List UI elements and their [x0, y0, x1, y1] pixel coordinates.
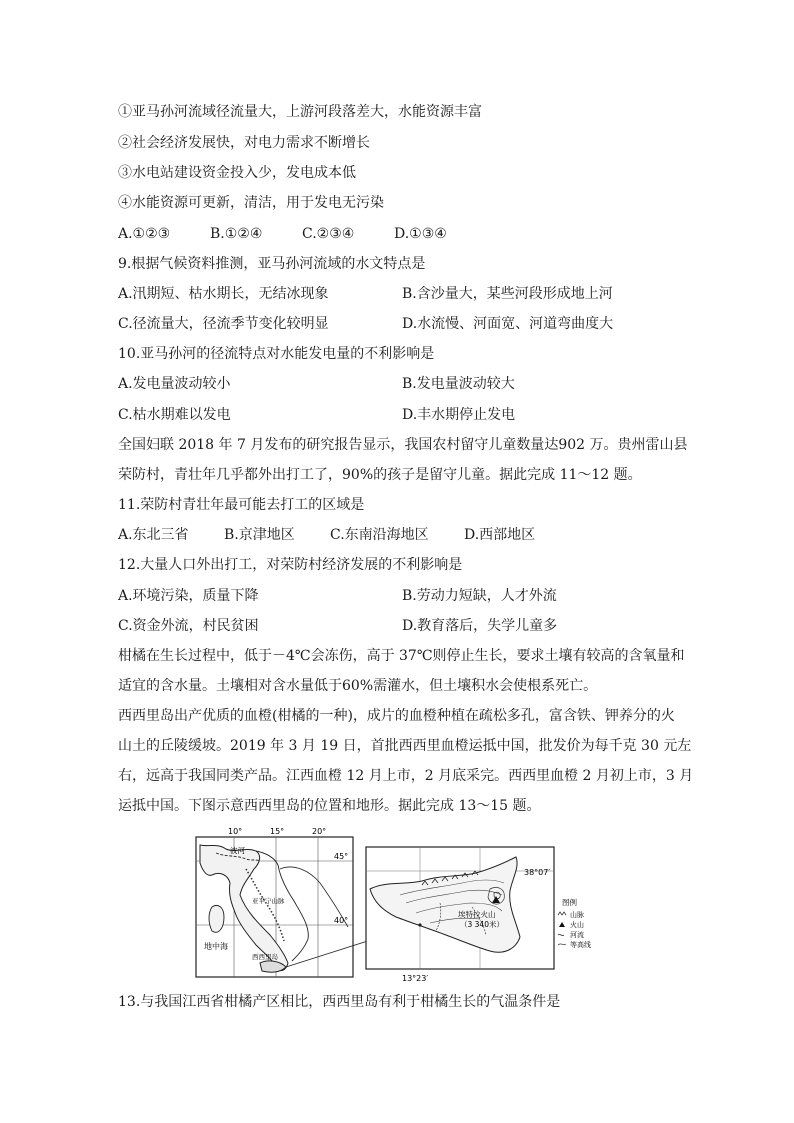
passage2-line-2: 适宜的含水量。土壤相对含水量低于60%需灌水，但土壤积水会使根系死亡。	[118, 678, 598, 694]
q12-stem: 12.大量人口外出打工，对荣防村经济发展的不利影响是	[118, 557, 463, 573]
q11-option-a[interactable]: A.东北三省	[118, 527, 189, 543]
passage1-line-1: 全国妇联 2018 年 7 月发布的研究报告显示，我国农村留守儿童数量达902 万。贵州雷山县	[118, 437, 688, 453]
passage2-line-1: 柑橘在生长过程中，低于－4℃会冻伤，高于 37℃则停止生长，要求土壤有较高的含氧量和	[118, 648, 685, 664]
q8-statement-3: ③水电站建设资金投入少，发电成本低	[118, 165, 356, 181]
q8-option-a[interactable]: A.①②③	[118, 226, 171, 242]
legend-mountain: 山脉	[570, 911, 584, 919]
q12-option-b[interactable]: B.劳动力短缺，人才外流	[402, 588, 557, 604]
q10-option-a[interactable]: A.发电量波动较小	[118, 376, 231, 392]
q11-stem: 11.荣防村青壮年最可能去打工的区域是	[118, 497, 365, 513]
legend-volcano-icon	[559, 922, 565, 927]
sicily-map-figure	[190, 823, 616, 985]
q10-stem: 10.亚马孙河的径流特点对水能发电量的不利影响是	[118, 346, 435, 362]
q11-option-d[interactable]: D.西部地区	[464, 527, 536, 543]
po-river-label: 波河	[230, 846, 245, 855]
q11-option-b[interactable]: B.京津地区	[224, 527, 295, 543]
legend-mountain-icon	[558, 912, 566, 915]
q13-stem: 13.与我国江西省柑橘产区相比，西西里岛有利于柑橘生长的气温条件是	[118, 994, 561, 1010]
sicily-label: 西西里岛	[252, 953, 278, 961]
bottom-lon-label: 13°23′	[402, 974, 429, 983]
q8-option-b[interactable]: B.①②④	[210, 226, 263, 242]
legend-volcano: 火山	[570, 921, 584, 929]
q12-option-c[interactable]: C.资金外流，村民贫困	[118, 618, 259, 634]
lat-label-45: 45°	[334, 852, 349, 861]
q9-option-c[interactable]: C.径流量大，径流季节变化较明显	[118, 316, 329, 332]
q9-stem: 9.根据气候资料推测，亚马孙河流域的水文特点是	[118, 256, 426, 272]
passage1-line-2: 荣防村，青壮年几乎都外出打工了，90%的孩子是留守儿童。据此完成 11～12 题。	[118, 467, 642, 483]
q9-option-d[interactable]: D.水流慢、河面宽、河道弯曲度大	[402, 316, 614, 332]
lon-label-20: 20°	[312, 827, 327, 836]
q10-option-c[interactable]: C.枯水期难以发电	[118, 407, 231, 423]
q8-statement-2: ②社会经济发展快，对电力需求不断增长	[118, 135, 370, 151]
top-lat-label: 38°07′	[524, 868, 551, 877]
lon-label-10: 10°	[228, 827, 243, 836]
legend-river: 河流	[570, 931, 584, 939]
passage3-line-3: 右，远高于我国同类产品。江西血橙 12 月上市，2 月底采完。西西里血橙 2 月初上市，3 月	[118, 768, 694, 784]
italy-map-panel	[196, 827, 353, 977]
q12-option-d[interactable]: D.教育落后，失学儿童多	[402, 618, 558, 634]
passage3-line-2: 山土的丘陵缓坡。2019 年 3 月 19 日，首批西西里血橙运抵中国，批发价为每千克 30 元左	[118, 738, 692, 754]
q10-option-d[interactable]: D.丰水期停止发电	[402, 407, 516, 423]
q8-option-c[interactable]: C.②③④	[302, 226, 355, 242]
volcano-height-label: （3 340米）	[460, 920, 504, 929]
q12-option-a[interactable]: A.环境污染，质量下降	[118, 588, 259, 604]
q8-option-d[interactable]: D.①③④	[394, 226, 447, 242]
apennines-label: 亚平宁山脉	[252, 897, 285, 905]
q11-option-c[interactable]: C.东南沿海地区	[330, 527, 429, 543]
mediterranean-label: 地中海	[204, 942, 228, 951]
q9-option-a[interactable]: A.汛期短、枯水期长，无结冰现象	[118, 286, 329, 302]
passage3-line-4: 运抵中国。下图示意西西里岛的位置和地形。据此完成 13～15 题。	[118, 798, 541, 814]
lat-label-40: 40°	[334, 916, 349, 925]
lon-label-15: 15°	[270, 827, 285, 836]
map-legend	[558, 897, 591, 949]
volcano-name-label: 埃特拉火山	[458, 910, 496, 919]
sicily-map-panel	[366, 847, 554, 983]
q9-option-b[interactable]: B.含沙量大，某些河段形成地上河	[402, 286, 613, 302]
q8-statement-4: ④水能资源可更新，清洁，用于发电无污染	[118, 195, 384, 211]
legend-title: 图例	[562, 898, 577, 907]
legend-contour: 等高线	[570, 941, 591, 949]
legend-river-icon	[558, 934, 564, 935]
legend-contour-icon	[558, 944, 566, 945]
passage3-line-1: 西西里岛出产优质的血橙(柑橘的一种)，成片的血橙种植在疏松多孔，富含铁、钾养分的火	[118, 708, 675, 724]
q10-option-b[interactable]: B.发电量波动较大	[402, 376, 515, 392]
q8-statement-1: ①亚马孙河流域径流量大，上游河段落差大，水能资源丰富	[118, 104, 482, 120]
